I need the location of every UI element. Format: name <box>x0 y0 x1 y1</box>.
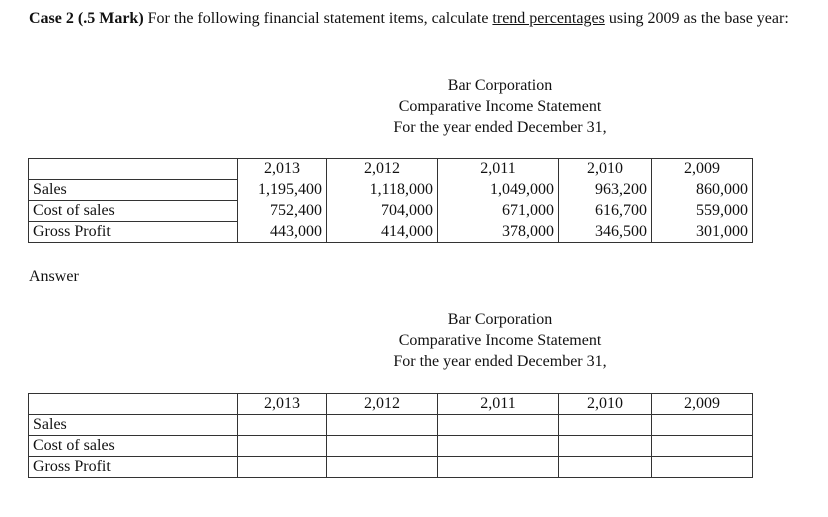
answer-cell[interactable] <box>559 415 652 436</box>
year-cell: 2,009 <box>652 159 753 180</box>
statement-title: Comparative Income Statement <box>398 98 602 115</box>
value-cell: 559,000 <box>652 201 753 222</box>
row-label: Cost of sales <box>29 436 238 457</box>
answer-cell[interactable] <box>327 415 438 436</box>
statement-header-2 <box>300 309 700 372</box>
row-label: Gross Profit <box>29 222 238 243</box>
company-name: Bar Corporation <box>447 311 553 328</box>
value-cell: 1,118,000 <box>327 180 438 201</box>
answer-cell[interactable] <box>652 457 753 478</box>
value-cell: 752,400 <box>238 201 327 222</box>
value-cell: 414,000 <box>327 222 438 243</box>
answer-cell[interactable] <box>238 415 327 436</box>
value-cell: 704,000 <box>327 201 438 222</box>
value-cell: 346,500 <box>559 222 652 243</box>
year-cell: 2,011 <box>438 394 559 415</box>
value-cell: 1,049,000 <box>438 180 559 201</box>
question-text <box>29 9 809 29</box>
company-name: Bar Corporation <box>447 77 553 94</box>
year-cell: 2,012 <box>327 159 438 180</box>
year-cell: 2,009 <box>652 394 753 415</box>
label-cell-empty <box>29 159 238 180</box>
label-cell-empty <box>29 394 238 415</box>
year-header-row <box>29 394 753 415</box>
answer-cell[interactable] <box>438 415 559 436</box>
row-label: Sales <box>29 180 238 201</box>
answer-table <box>28 393 753 478</box>
year-header-row <box>29 159 753 180</box>
statement-header-1 <box>300 75 700 138</box>
statement-period: For the year ended December 31, <box>393 353 607 370</box>
answer-cell[interactable] <box>238 457 327 478</box>
answer-cell[interactable] <box>438 457 559 478</box>
value-cell: 616,700 <box>559 201 652 222</box>
answer-cell[interactable] <box>327 457 438 478</box>
year-cell: 2,013 <box>238 394 327 415</box>
year-cell: 2,012 <box>327 394 438 415</box>
year-cell: 2,010 <box>559 159 652 180</box>
value-cell: 963,200 <box>559 180 652 201</box>
answer-cell[interactable] <box>327 436 438 457</box>
answer-label: Answer <box>29 268 79 285</box>
answer-cell[interactable] <box>238 436 327 457</box>
income-statement-table <box>28 158 753 243</box>
answer-cell[interactable] <box>438 436 559 457</box>
year-cell: 2,011 <box>438 159 559 180</box>
year-cell: 2,010 <box>559 394 652 415</box>
answer-cell[interactable] <box>652 415 753 436</box>
table-row <box>29 415 753 436</box>
value-cell: 378,000 <box>438 222 559 243</box>
statement-title: Comparative Income Statement <box>398 332 602 349</box>
statement-period: For the year ended December 31, <box>393 119 607 136</box>
value-cell: 671,000 <box>438 201 559 222</box>
answer-cell[interactable] <box>559 457 652 478</box>
table-row <box>29 222 753 243</box>
row-label: Cost of sales <box>29 201 238 222</box>
row-label: Gross Profit <box>29 457 238 478</box>
value-cell: 1,195,400 <box>238 180 327 201</box>
table-row <box>29 436 753 457</box>
table-row <box>29 180 753 201</box>
question-text-after: using 2009 as the base year: <box>604 10 789 27</box>
year-cell: 2,013 <box>238 159 327 180</box>
case-label: Case 2 (.5 Mark) <box>29 10 144 27</box>
question-underlined: trend percentages <box>492 10 605 27</box>
value-cell: 860,000 <box>652 180 753 201</box>
answer-cell[interactable] <box>559 436 652 457</box>
answer-cell[interactable] <box>652 436 753 457</box>
value-cell: 301,000 <box>652 222 753 243</box>
table-row <box>29 457 753 478</box>
table-row <box>29 201 753 222</box>
question-text-before: For the following financial statement items, calculate <box>143 10 493 27</box>
row-label: Sales <box>29 415 238 436</box>
value-cell: 443,000 <box>238 222 327 243</box>
